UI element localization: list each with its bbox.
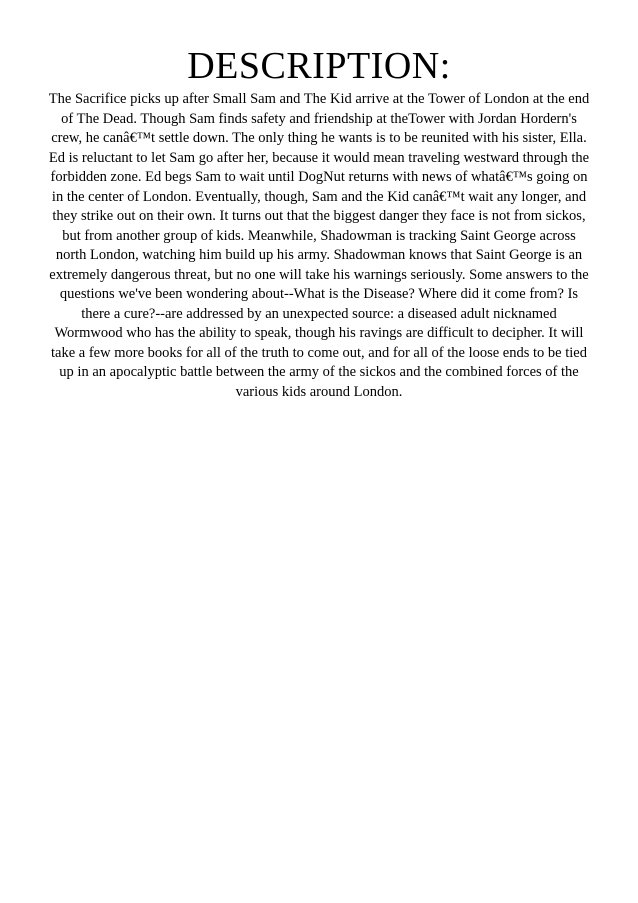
paragraph-line: of The Dead. Though Sam finds safety and friendship at theTower with Jordan Hordern's: [61, 110, 577, 127]
paragraph-line: extremely dangerous threat, but no one will take his warnings seriously. Some answers to the: [49, 266, 589, 283]
paragraph-line: take a few more books for all of the truth to come out, and for all of the loose ends to be tied: [51, 344, 587, 361]
paragraph-line: questions we've been wondering about--What is the Disease? Where did it come from? Is: [59, 286, 579, 302]
description-paragraph: [30, 90, 608, 402]
paragraph-line: in the center of London. Eventually, though, Sam and the Kid canâ€™t wait any longer, and: [51, 188, 587, 205]
paragraph-line: but from another group of kids. Meanwhile, Shadowman is tracking Saint George across: [62, 227, 576, 244]
paragraph-line: there a cure?--are addressed by an unexpected source: a diseased adult nicknamed: [81, 305, 557, 322]
page-title: DESCRIPTION:: [187, 45, 451, 87]
paragraph-line: up in an apocalyptic battle between the army of the sickos and the combined forces of the: [59, 364, 579, 380]
paragraph-line: various kids around London.: [235, 383, 403, 400]
paragraph-line: crew, he canâ€™t settle down. The only thing he wants is to be reunited with his sister, Ella.: [51, 130, 587, 146]
paragraph-line: forbidden zone. Ed begs Sam to wait until DogNut returns with news of whatâ€™s going on: [50, 169, 588, 185]
paragraph-line: Ed is reluctant to let Sam go after her, because it would mean traveling westward through the: [48, 149, 590, 166]
paragraph-line: Wormwood who has the ability to speak, though his ravings are difficult to decipher. It will: [54, 325, 584, 341]
paragraph-line: north London, watching him build up his army. Shadowman knows that Saint George is an: [55, 247, 583, 263]
paragraph-line: The Sacrifice picks up after Small Sam and The Kid arrive at the Tower of London at the end: [48, 91, 590, 107]
paragraph-line: they strike out on their own. It turns out that the biggest danger they face is not from sickos,: [52, 208, 586, 224]
